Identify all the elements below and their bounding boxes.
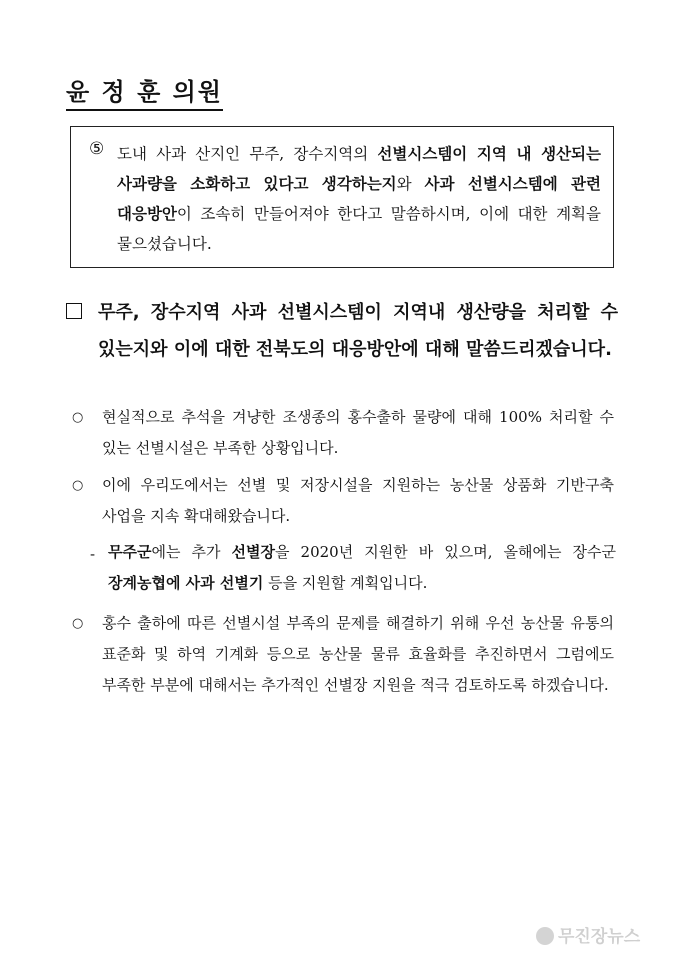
heading-box-icon (66, 303, 82, 319)
sub-item-text (108, 537, 616, 599)
watermark-text: 무진장뉴스 (558, 927, 641, 947)
sub-item-bold: 선별장 (231, 543, 275, 561)
question-box (70, 126, 614, 268)
question-text-part: 이 조속히 만들어져야 한다고 말씀하시며, 이에 대한 계획을 물으셨습니다. (117, 205, 601, 253)
bullet-text-3: 홍수 출하에 따른 선별시설 부족의 문제를 해결하기 위해 우선 농산물 유통의 표준화 및 하역 기계화 등으로 농산물 물류 효율화를 추진하면서 그럼에도 부족한 부분에 대해서는 추가적인 선별장 지원을 적극 검토하도록 하겠습니다. (102, 614, 614, 694)
bullet-text-1: 현실적으로 추석을 겨냥한 조생종의 홍수출하 물량에 대해 100% 처리할 수 있는 선별시설은 부족한 상황입니다. (102, 408, 614, 457)
question-text-part: 도내 사과 산지인 무주, 장수지역의 (117, 145, 378, 163)
question-text-bold: 선별시스템이 지역 내 생산되는 사과량을 소화하고 있다고 생각하는지 (117, 145, 601, 193)
bullet-circle-icon: ○ (72, 616, 84, 631)
sub-item-dash: - (90, 545, 96, 563)
bullet-text-2: 이에 우리도에서는 선별 및 저장시설을 지원하는 농산물 상품화 기반구축 사업을 지속 확대해왔습니다. (102, 476, 614, 525)
question-number: ⑤ (89, 139, 105, 159)
watermark (536, 922, 640, 947)
watermark-logo-icon (536, 927, 554, 945)
question-text-part: 와 (396, 175, 425, 193)
bullet-circle-icon: ○ (72, 410, 84, 425)
bullet-circle-icon: ○ (72, 478, 84, 493)
question-text (117, 139, 601, 259)
sub-item-part: 등을 지원할 계획입니다. (263, 574, 428, 592)
page-title: 윤 정 훈 의원 (66, 72, 223, 111)
sub-item-part: 을 2020년 지원한 바 있으며, 올해에는 장수군 (275, 543, 616, 561)
answer-heading: 무주, 장수지역 사과 선별시스템이 지역내 생산량을 처리할 수 있는지와 이에 대한 전북도의 대응방안에 대해 말씀드리겠습니다. (98, 302, 618, 360)
sub-item-bold: 무주군 (108, 543, 152, 561)
question-text-bold: 사과 선별시스템에 관련 대응방안 (117, 175, 601, 223)
sub-item-part: 에는 추가 (151, 543, 232, 561)
sub-item-bold: 장계농협에 사과 선별기 (108, 574, 264, 592)
